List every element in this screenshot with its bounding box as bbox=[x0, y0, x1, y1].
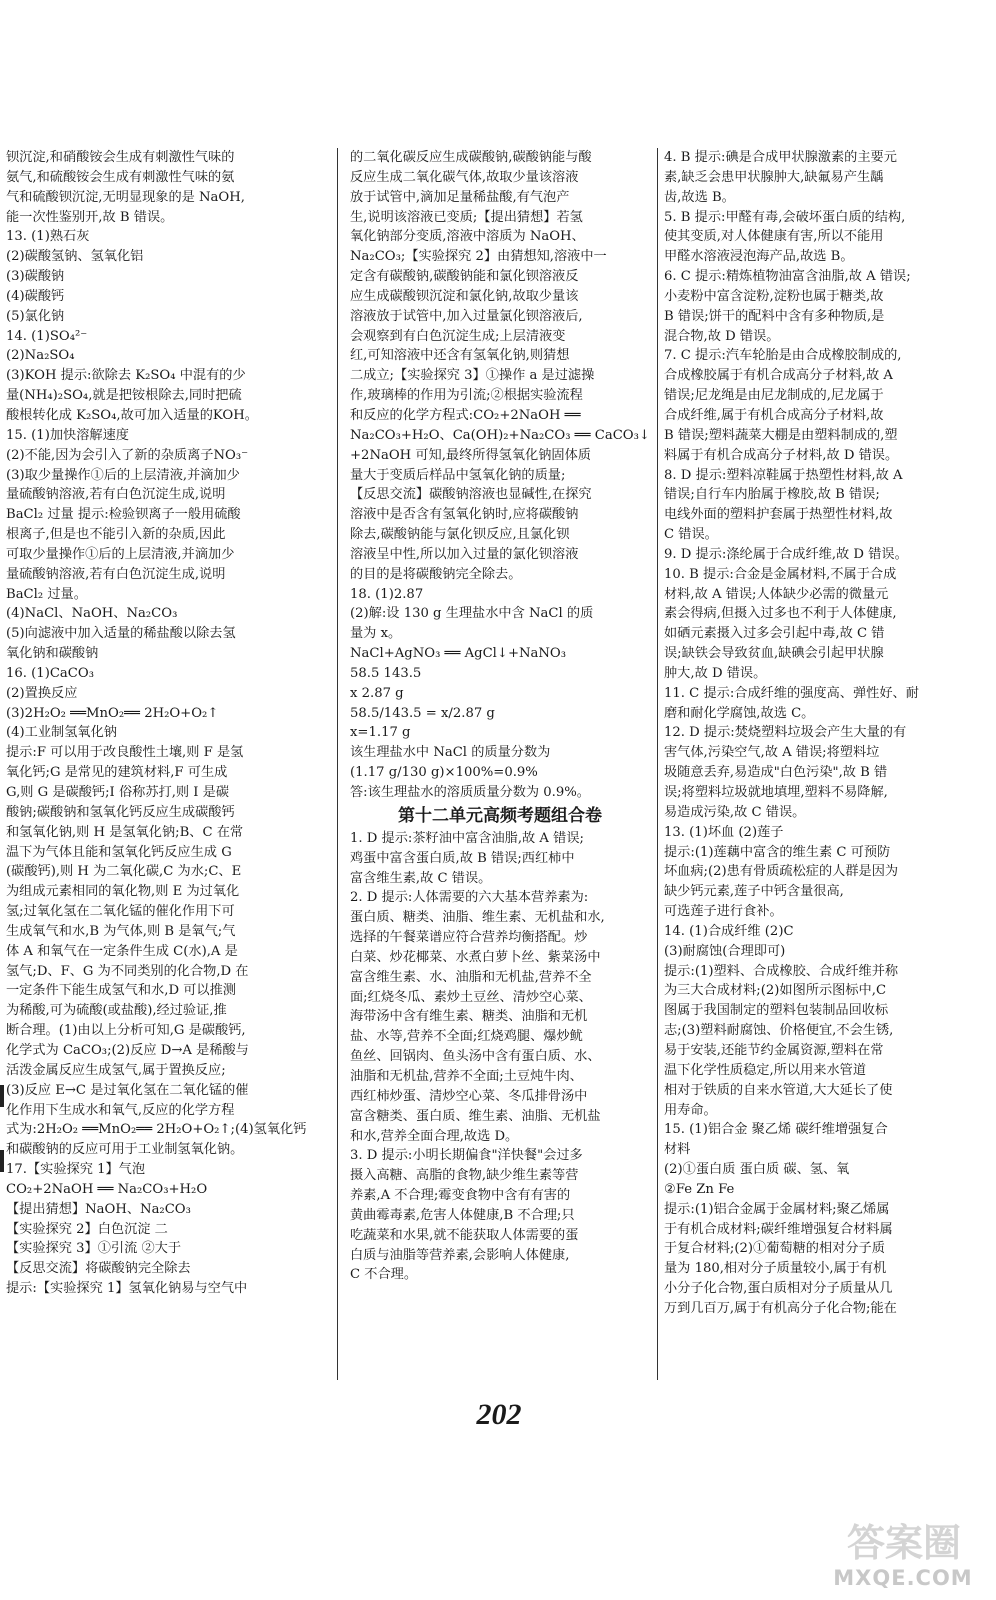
answer-line: 提示:【实验探究 1】氢氧化钠易与空气中 bbox=[6, 1281, 248, 1297]
answer-line: 吃蔬菜和水果,就不能获取人体需要的蛋 bbox=[350, 1227, 579, 1243]
answer-line: 反应生成二氧化碳气体,故取少量该溶液 bbox=[350, 169, 579, 185]
answer-line: CO₂+2NaOH ══ Na₂CO₃+H₂O bbox=[6, 1181, 208, 1197]
answer-line: 答:该生理盐水的溶质质量分数为 0.9%。 bbox=[350, 785, 590, 800]
answer-line: 会观察到有白色沉淀生成;上层清液变 bbox=[350, 328, 566, 344]
section-heading: 第十二单元高频考题组合卷 bbox=[398, 805, 602, 826]
answer-line: 化学式为 CaCO₃;(2)反应 D→A 是稀酸与 bbox=[6, 1042, 249, 1058]
answer-line: 为组成元素相同的氧化物,则 E 为过氧化 bbox=[6, 884, 240, 900]
answer-line: 4. B 提示:碘是合成甲状腺激素的主要元 bbox=[664, 150, 897, 165]
answer-line: (2)碳酸氢钠、氢氧化铝 bbox=[6, 249, 144, 265]
answer-line: 15. (1)加快溶解速度 bbox=[6, 427, 129, 443]
answer-line: 17.【实验探究 1】气泡 bbox=[6, 1162, 146, 1178]
answer-line: 盐、水等,营养不全面;红烧鸡腿、爆炒鱿 bbox=[350, 1029, 583, 1045]
answer-line: 作,玻璃棒的作用为引流;②根据实验流程 bbox=[350, 388, 583, 404]
answer-line: 易造成污染,故 C 错误。 bbox=[664, 804, 806, 820]
column-divider-2 bbox=[657, 148, 658, 1380]
answer-line: 溶液呈中性,所以加入过量的氯化钡溶液 bbox=[350, 546, 579, 562]
answer-line: 溶液放于试管中,加入过量氯化钡溶液后, bbox=[350, 308, 583, 324]
answer-line: 富含维生素,故 C 错误。 bbox=[350, 870, 492, 886]
answer-line: 定含有碳酸钠,碳酸钠能和氯化钡溶液反 bbox=[350, 269, 579, 285]
answer-line: 素,缺乏会患甲状腺肿大,缺氟易产生龋 bbox=[664, 169, 884, 185]
answer-line: 58.5 143.5 bbox=[350, 665, 422, 681]
answer-line: (4)NaCl、NaOH、Na₂CO₃ bbox=[6, 606, 178, 622]
answer-line: 能一次性鉴别开,故 B 错误。 bbox=[6, 209, 174, 225]
answer-line: 为三大合成材料;(2)如图所示图标中,C bbox=[664, 983, 887, 999]
answer-line: 相对于铁质的自来水管道,大大延长了使 bbox=[664, 1082, 893, 1098]
column-divider-1 bbox=[337, 148, 338, 1380]
answer-line: 【实验探究 2】白色沉淀 二 bbox=[6, 1221, 168, 1237]
answer-line: B 错误;饼干的配料中含有多种物质,是 bbox=[664, 308, 885, 324]
answer-line: 易于安装,还能节约金属资源,塑料在常 bbox=[664, 1042, 884, 1058]
answer-line: 温下化学性质稳定,所以用来水管道 bbox=[664, 1062, 867, 1078]
answer-line: 害气体,污染空气,故 A 错误;将塑料垃 bbox=[664, 745, 880, 761]
answer-line: 小分子化合物,蛋白质相对分子质量从几 bbox=[664, 1281, 893, 1297]
answer-line: 油脂和无机盐,营养不全面;土豆炖牛肉、 bbox=[350, 1068, 583, 1084]
answer-line: 和氢氧化钠,则 H 是氢氧化钠;B、C 在常 bbox=[6, 824, 244, 840]
answer-line: 1. D 提示:茶籽油中富含油脂,故 A 错误; bbox=[350, 830, 584, 846]
answer-line: 应生成碳酸钡沉淀和氯化钠,故取少量该 bbox=[350, 288, 579, 304]
answer-column-middle bbox=[350, 148, 650, 1285]
answer-column-left bbox=[6, 148, 324, 1299]
answer-line: 鸡蛋中富含蛋白质,故 B 错误;西红柿中 bbox=[350, 850, 575, 866]
answer-line: 合成橡胶属于有机合成高分子材料,故 A bbox=[664, 368, 893, 384]
margin-mark bbox=[0, 1085, 4, 1107]
answer-line: 图属于我国制定的塑料包装制品回收标 bbox=[664, 1003, 889, 1019]
answer-line: (5)氯化钠 bbox=[6, 308, 65, 324]
watermark-logo bbox=[818, 1512, 988, 1594]
answer-line: 志;(3)塑料耐腐蚀、价格便宜,不会生锈, bbox=[664, 1023, 894, 1039]
answer-line: 气和硫酸钡沉淀,无明显现象的是 NaOH, bbox=[6, 189, 245, 205]
answer-line: 量硫酸钠溶液,若有白色沉淀生成,说明 bbox=[6, 566, 226, 582]
answer-line: 料属于有机合成高分子材料,故 D 错误。 bbox=[664, 447, 899, 463]
answer-line: 白菜、炒花椰菜、水煮白萝卜丝、紫菜汤中 bbox=[350, 949, 601, 965]
answer-line: 错误;尼龙绳是由尼龙制成的,尼龙属于 bbox=[664, 388, 884, 404]
answer-line: BaCl₂ 过量。 bbox=[6, 586, 87, 602]
answer-line: ②Fe Zn Fe bbox=[664, 1181, 735, 1197]
answer-line: 西红柿炒蛋、清炒空心菜、冬瓜排骨汤中 bbox=[350, 1088, 588, 1104]
answer-line: 合成纤维,属于有机合成高分子材料,故 bbox=[664, 407, 884, 423]
answer-line: (2)①蛋白质 蛋白质 碳、氢、氧 bbox=[664, 1162, 850, 1178]
answer-line: 断合理。(1)由以上分析可知,G 是碳酸钙, bbox=[6, 1023, 246, 1039]
answer-line: 酸根转化成 K₂SO₄,故可加入适量的KOH。 bbox=[6, 407, 258, 423]
answer-line: 材料,故 A 错误;人体缺少必需的微量元 bbox=[664, 586, 889, 602]
answer-line: 量(NH₄)₂SO₄,就是把铵根除去,同时把硫 bbox=[6, 388, 242, 404]
answer-line: 选择的午餐菜谱应符合营养均衡搭配。炒 bbox=[350, 930, 588, 946]
answer-line: 红,可知溶液中还含有氢氧化钠,则猜想 bbox=[350, 348, 570, 364]
watermark-chars: 答案圈 bbox=[846, 1521, 961, 1565]
answer-line: (2)Na₂SO₄ bbox=[6, 348, 75, 364]
answer-line: C 错误。 bbox=[664, 527, 718, 543]
answer-line: (5)向滤液中加入适量的稀盐酸以除去氢 bbox=[6, 626, 236, 642]
answer-line: 和反应的化学方程式:CO₂+2NaOH ══ bbox=[350, 407, 581, 423]
answer-line: 海带汤中含有维生素、糖类、油脂和无机 bbox=[350, 1009, 588, 1025]
answer-line: 二成立;【实验探究 3】①操作 a 是过滤操 bbox=[350, 368, 595, 384]
answer-line: (1.17 g/130 g)×100%=0.9% bbox=[350, 765, 538, 781]
answer-line: (3)2H₂O₂ ══MnO₂══ 2H₂O+O₂↑ bbox=[6, 705, 219, 721]
answer-line: 于复合材料;(2)①葡萄糖的相对分子质 bbox=[664, 1241, 885, 1257]
answer-line: 18. (1)2.87 bbox=[350, 586, 424, 602]
answer-line: 15. (1)铝合金 聚乙烯 碳纤维增强复合 bbox=[664, 1122, 888, 1138]
answer-line: 使其变质,对人体健康有害,所以不能用 bbox=[664, 229, 884, 245]
answer-line: B 错误;塑料蔬菜大棚是由塑料制成的,塑 bbox=[664, 427, 898, 443]
answer-line: (2)不能,因为会引入了新的杂质离子NO₃⁻ bbox=[6, 447, 249, 463]
answer-line: (2)解:设 130 g 生理盐水中含 NaCl 的质 bbox=[350, 606, 594, 622]
answer-line: 酸钠;碳酸钠和氢氧化钙反应生成碳酸钙 bbox=[6, 804, 235, 820]
answer-line: 量大于变质后样品中氢氧化钠的质量; bbox=[350, 467, 566, 483]
answer-line: 圾随意丢弃,易造成"白色污染",故 B 错 bbox=[664, 765, 888, 781]
answer-line: 误;将塑料垃圾就地填埋,塑料不易降解, bbox=[664, 785, 888, 800]
answer-line: 缺少钙元素,莲子中钙含量很高, bbox=[664, 884, 844, 900]
answer-line: 素会得病,但摄入过多也不利于人体健康, bbox=[664, 606, 897, 622]
answer-line: 5. B 提示:甲醛有毒,会破坏蛋白质的结构, bbox=[664, 209, 906, 225]
answer-line: 【反思交流】碳酸钠溶液也显碱性,在探究 bbox=[350, 487, 592, 503]
answer-line: BaCl₂ 过量 提示:检验钡离子一般用硫酸 bbox=[6, 507, 241, 523]
answer-line: 量硫酸钠溶液,若有白色沉淀生成,说明 bbox=[6, 487, 226, 503]
answer-line: 量为 180,相对分子质量较小,属于有机 bbox=[664, 1261, 887, 1277]
answer-line: 放于试管中,滴加足量稀盐酸,有气泡产 bbox=[350, 189, 570, 205]
answer-line: 提示:(1)塑料、合成橡胶、合成纤维并称 bbox=[664, 963, 899, 979]
answer-line: 氧化钠部分变质,溶液中溶质为 NaOH、 bbox=[350, 229, 585, 245]
answer-line: 该生理盐水中 NaCl 的质量分数为 bbox=[350, 745, 551, 761]
answer-line: 混合物,故 D 错误。 bbox=[664, 328, 780, 344]
answer-line: 氧化钙;G 是常见的建筑材料,F 可生成 bbox=[6, 765, 228, 781]
margin-mark bbox=[0, 1150, 4, 1172]
answer-line: 8. D 提示:塑料凉鞋属于热塑性材料,故 A bbox=[664, 467, 903, 483]
answer-line: (2)置换反应 bbox=[6, 685, 78, 701]
answer-line: 13. (1)熟石灰 bbox=[6, 229, 90, 245]
answer-line: 温下为气体且能和氢氧化钙反应生成 G bbox=[6, 844, 232, 860]
answer-line: 提示:F 可以用于改良酸性土壤,则 F 是氢 bbox=[6, 745, 244, 761]
answer-line: 如硒元素摄入过多会引起中毒,故 C 错 bbox=[664, 626, 885, 642]
answer-column-right bbox=[664, 148, 976, 1319]
answer-line: 富含糖类、蛋白质、维生素、油脂、无机盐 bbox=[350, 1108, 601, 1124]
answer-line: 量为 x。 bbox=[350, 626, 402, 642]
answer-line: 氨气,和硫酸铵会生成有刺激性气味的氨 bbox=[6, 169, 235, 185]
answer-line: 可取少量操作①后的上层清液,并滴加少 bbox=[6, 546, 235, 562]
answer-line: 错误;自行车内胎属于橡胶,故 B 错误; bbox=[664, 487, 880, 503]
answer-line: 10. B 提示:合金是金属材料,不属于合成 bbox=[664, 566, 897, 582]
answer-line: (3)耐腐蚀(合理即可) bbox=[664, 943, 786, 959]
answer-line: 误;缺铁会导致贫血,缺碘会引起甲状腺 bbox=[664, 646, 884, 662]
answer-line: 58.5/143.5 = x/2.87 g bbox=[350, 705, 495, 721]
answer-line: 根离子,但是也不能引入新的杂质,因此 bbox=[6, 527, 226, 543]
answer-line: 钡沉淀,和硝酸铵会生成有刺激性气味的 bbox=[6, 150, 235, 165]
answer-line: 2. D 提示:人体需要的六大基本营养素为: bbox=[350, 890, 589, 906]
answer-line: 氧化钠和碳酸钠 bbox=[6, 646, 99, 662]
answer-line: 面;红烧冬瓜、素炒土豆丝、清炒空心菜、 bbox=[350, 989, 592, 1005]
answer-line: 6. C 提示:精炼植物油富含油脂,故 A 错误; bbox=[664, 269, 911, 285]
answer-line: 肿大,故 D 错误。 bbox=[664, 665, 767, 681]
answer-line: 氢气;D、F、G 为不同类别的化合物,D 在 bbox=[6, 963, 249, 979]
answer-line: 14. (1)合成纤维 (2)C bbox=[664, 923, 794, 939]
answer-line: 11. C 提示:合成纤维的强度高、弹性好、耐 bbox=[664, 685, 919, 701]
answer-line: 体 A 和氧气在一定条件生成 C(水),A 是 bbox=[6, 943, 238, 959]
answer-line: NaCl+AgNO₃ ══ AgCl↓+NaNO₃ bbox=[350, 646, 567, 662]
answer-line: 9. D 提示:涤纶属于合成纤维,故 D 错误。 bbox=[664, 546, 908, 562]
answer-line: 小麦粉中富含淀粉,淀粉也属于糖类,故 bbox=[664, 288, 884, 304]
answer-line: 用寿命。 bbox=[664, 1102, 717, 1118]
answer-line: 【提出猜想】NaOH、Na₂CO₃ bbox=[6, 1201, 191, 1217]
answer-line: (3)KOH 提示:欲除去 K₂SO₄ 中混有的少 bbox=[6, 368, 246, 384]
answer-line: Na₂CO₃;【实验探究 2】由猜想知,溶液中一 bbox=[350, 249, 607, 265]
answer-line: x 2.87 g bbox=[350, 685, 404, 701]
answer-line: 可选莲子进行食补。 bbox=[664, 904, 783, 920]
answer-line: 提示:(1)铝合金属于金属材料;聚乙烯属 bbox=[664, 1201, 890, 1217]
answer-line: 的二氧化碳反应生成碳酸钠,碳酸钠能与酸 bbox=[350, 150, 592, 165]
answer-line: 于有机合成材料;碳纤维增强复合材料属 bbox=[664, 1221, 893, 1237]
answer-line: 鱼丝、回锅肉、鱼头汤中含有蛋白质、水、 bbox=[350, 1049, 601, 1065]
answer-line: 坏血病;(2)患有骨质疏松症的人群是因为 bbox=[664, 864, 899, 880]
answer-line: (4)碳酸钙 bbox=[6, 288, 65, 304]
answer-line: 和水,营养全面合理,故选 D。 bbox=[350, 1128, 519, 1144]
answer-line: G,则 G 是碳酸钙;I 俗称苏打,则 I 是碳 bbox=[6, 785, 230, 800]
answer-line: 13. (1)坏血 (2)莲子 bbox=[664, 824, 784, 840]
answer-line: 提示:(1)莲藕中富含的维生素 C 可预防 bbox=[664, 844, 891, 860]
answer-line: Na₂CO₃+H₂O、Ca(OH)₂+Na₂CO₃ ══ CaCO₃↓ bbox=[350, 427, 650, 443]
answer-line: (3)碳酸钠 bbox=[6, 269, 65, 285]
watermark-site: MXQE.COM bbox=[833, 1566, 973, 1590]
answer-line: 14. (1)SO₄²⁻ bbox=[6, 328, 88, 344]
answer-line: 白质与油脂等营养素,会影响人体健康, bbox=[350, 1247, 570, 1263]
answer-line: 化作用下生成水和氧气,反应的化学方程 bbox=[6, 1102, 235, 1118]
answer-line: 养素,A 不合理;霉变食物中含有有害的 bbox=[350, 1188, 571, 1204]
answer-line: 生,说明该溶液已变质;【提出猜想】若氢 bbox=[350, 209, 583, 225]
answer-line: 甲醛水溶液浸泡海产品,故选 B。 bbox=[664, 249, 854, 265]
answer-line: 氢;过氧化氢在二氧化锰的催化作用下可 bbox=[6, 904, 235, 920]
answer-line: 磨和耐化学腐蚀,故选 C。 bbox=[664, 705, 815, 721]
answer-line: (4)工业制氢氧化钠 bbox=[6, 725, 117, 741]
answer-line: C 不合理。 bbox=[350, 1267, 418, 1283]
answer-line: 【反思交流】将碳酸钠完全除去 bbox=[6, 1261, 191, 1277]
answer-line: 式为:2H₂O₂ ══MnO₂══ 2H₂O+O₂↑;(4)氢氧化钙 bbox=[6, 1122, 307, 1138]
answer-line: 【实验探究 3】①引流 ②大于 bbox=[6, 1241, 182, 1257]
answer-line: 材料 bbox=[664, 1142, 691, 1158]
answer-line: 齿,故选 B。 bbox=[664, 189, 735, 205]
answer-line: 为稀酸,可为硫酸(或盐酸),经过验证,推 bbox=[6, 1003, 227, 1019]
answer-line: 16. (1)CaCO₃ bbox=[6, 665, 94, 681]
answer-line: 溶液中是否含有氢氧化钠时,应将碳酸钠 bbox=[350, 507, 579, 523]
answer-line: 蛋白质、糖类、油脂、维生素、无机盐和水, bbox=[350, 910, 605, 926]
answer-line: 一定条件下能生成氢气和水,D 可以推测 bbox=[6, 983, 236, 999]
answer-line: (3)反应 E→C 是过氧化氢在二氧化锰的催 bbox=[6, 1082, 249, 1098]
answer-line: 万到几百万,属于有机高分子化合物;能在 bbox=[664, 1300, 897, 1316]
answer-line: 和碳酸钠的反应可用于工业制氢氧化钠。 bbox=[6, 1142, 244, 1158]
page-number: 202 bbox=[476, 1398, 522, 1431]
answer-line: 富含维生素、水、油脂和无机盐,营养不全 bbox=[350, 969, 592, 985]
answer-line: 生成氧气和水,B 为气体,则 B 是氧气;气 bbox=[6, 923, 236, 939]
answer-line: 12. D 提示:焚烧塑料垃圾会产生大量的有 bbox=[664, 725, 907, 741]
answer-line: 电线外面的塑料护套属于热塑性材料,故 bbox=[664, 507, 893, 523]
answer-line: (碳酸钙),则 H 为二氧化碳,C 为水;C、E bbox=[6, 864, 242, 880]
answer-line: +2NaOH 可知,最终所得氢氧化钠固体质 bbox=[350, 447, 591, 463]
answer-line: (3)取少量操作①后的上层清液,并滴加少 bbox=[6, 467, 240, 483]
answer-line: 3. D 提示:小明长期偏食"洋快餐"会过多 bbox=[350, 1148, 583, 1164]
answer-line: x=1.17 g bbox=[350, 725, 411, 741]
answer-line: 7. C 提示:汽车轮胎是由合成橡胶制成的, bbox=[664, 348, 902, 364]
answer-line: 除去,碳酸钠能与氯化钡反应,且氯化钡 bbox=[350, 527, 570, 543]
answer-line: 黄曲霉毒素,危害人体健康,B 不合理;只 bbox=[350, 1207, 575, 1223]
answer-line: 摄入高糖、高脂的食物,缺少维生素等营 bbox=[350, 1168, 579, 1184]
answer-line: 的目的是将碳酸钠完全除去。 bbox=[350, 566, 522, 582]
answer-line: 活泼金属反应生成氢气,属于置换反应; bbox=[6, 1062, 226, 1078]
